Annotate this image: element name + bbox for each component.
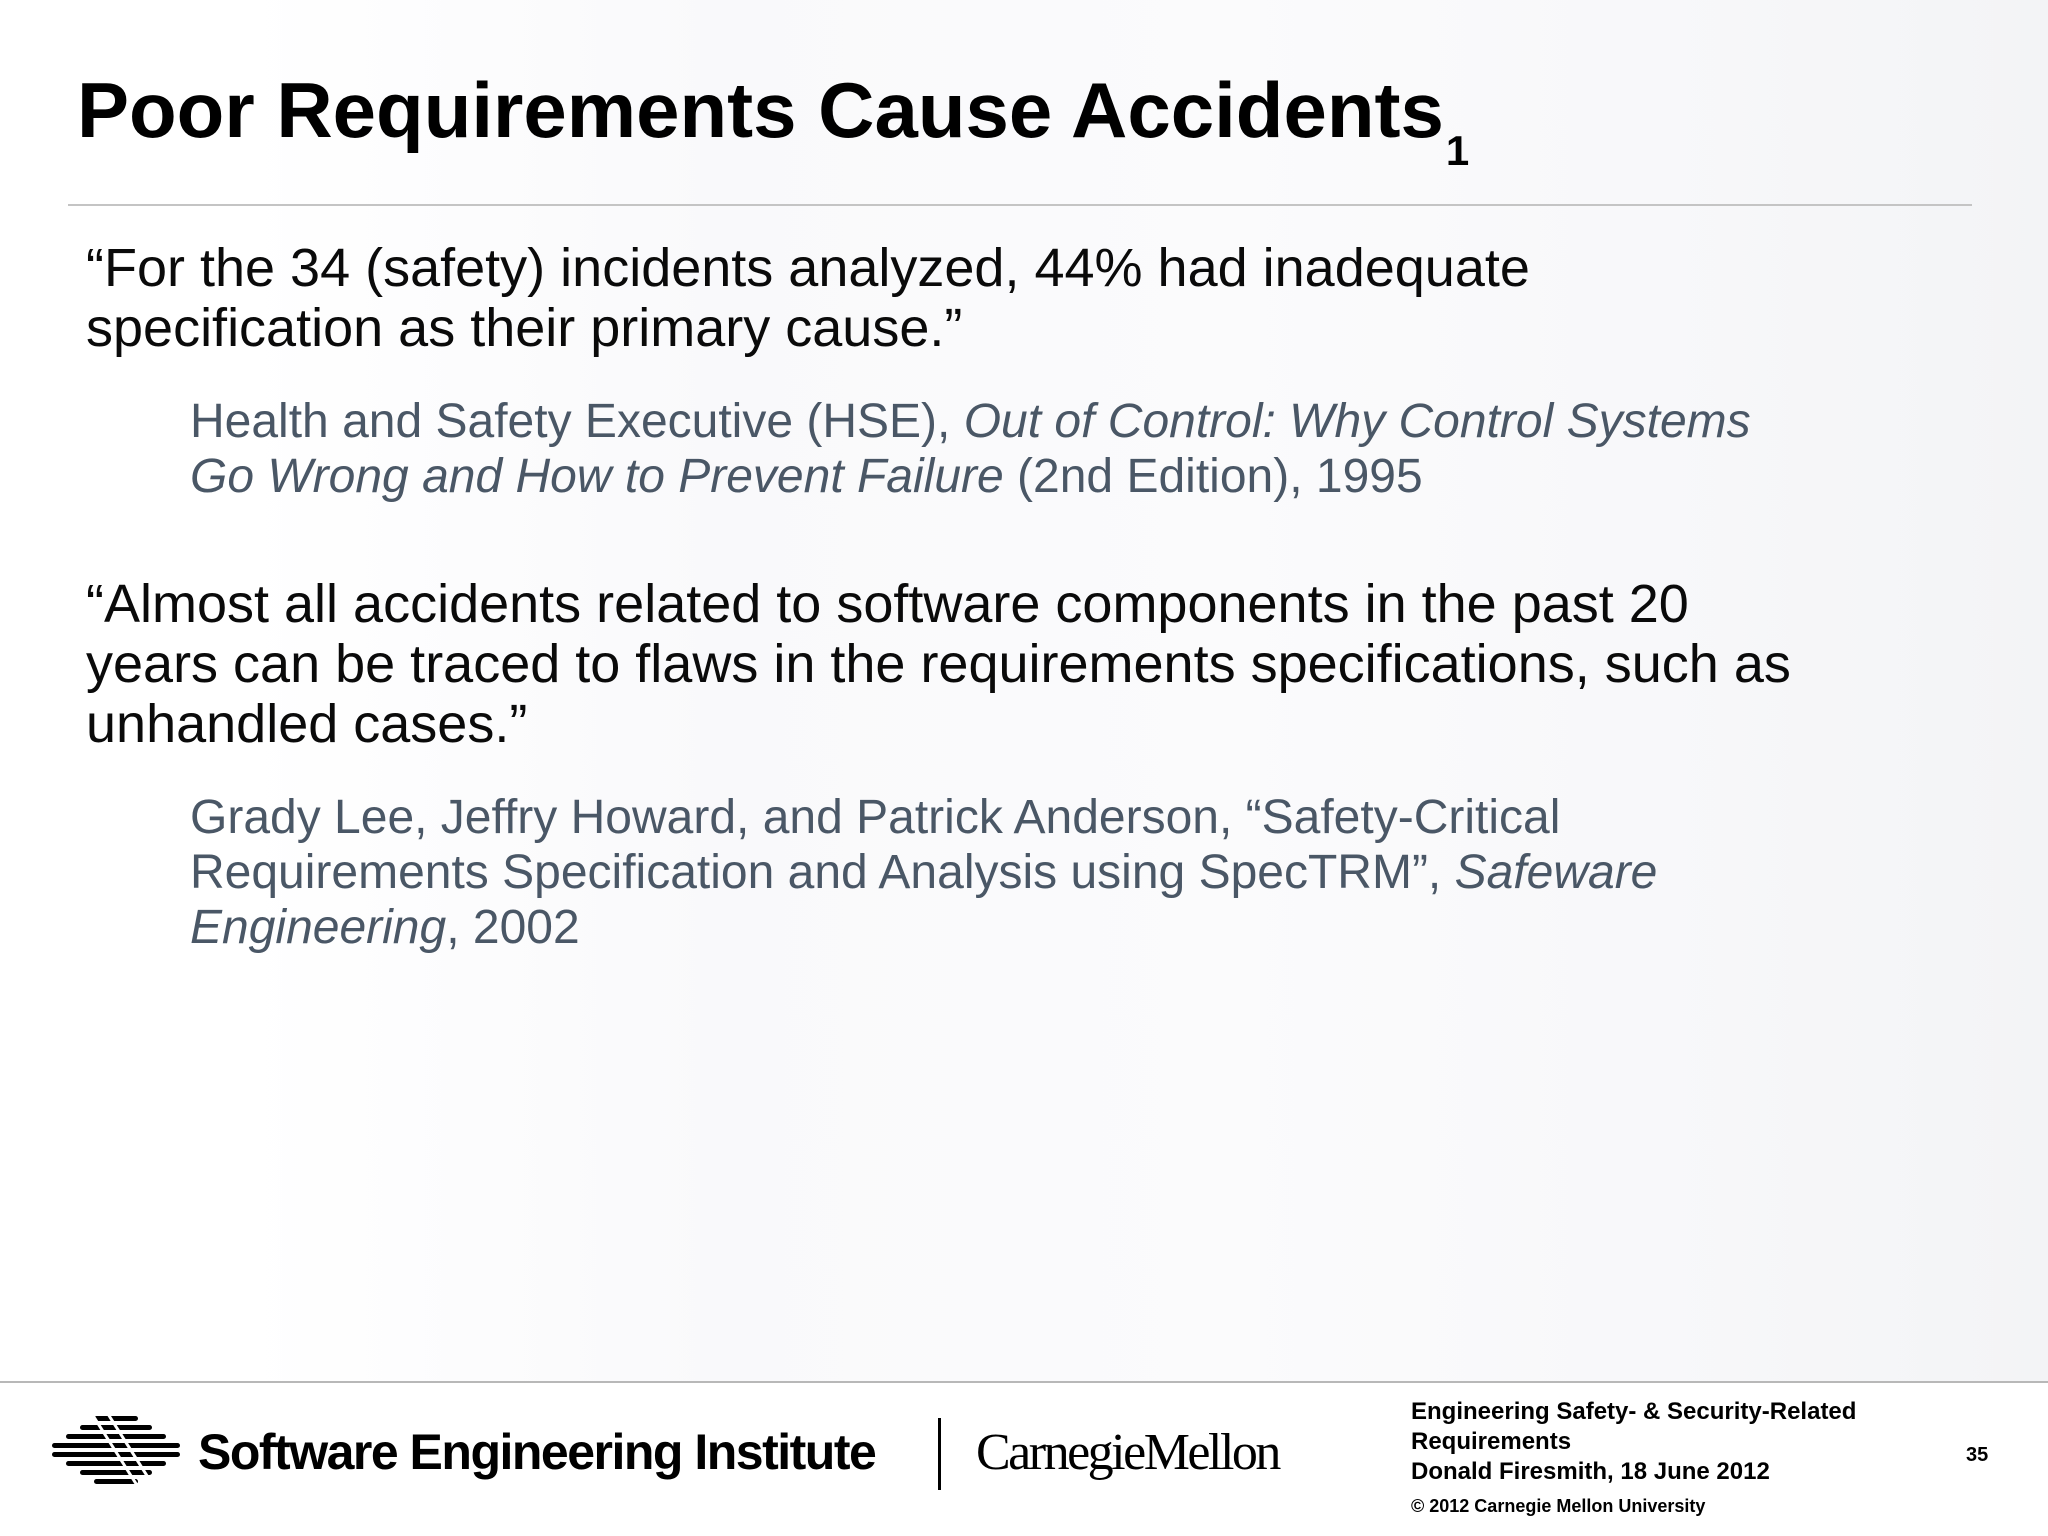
- quote-line: specification as their primary cause.”: [86, 298, 963, 358]
- citation-text: , 2002: [446, 901, 580, 954]
- quote-hse: [86, 238, 1530, 358]
- citation-text: Health and Safety Executive (HSE),: [190, 395, 964, 448]
- quote-line: “For the 34 (safety) incidents analyzed, 44% had inadequate: [86, 238, 1530, 298]
- footer-logo-divider: [938, 1418, 941, 1490]
- citation-line: [190, 845, 1657, 900]
- title-divider: [68, 204, 1972, 206]
- citation-title-italic: Safeware: [1454, 846, 1658, 899]
- presenter-date: Donald Firesmith, 18 June 2012: [1411, 1458, 1770, 1485]
- citation-text: Requirements Specification and Analysis using SpecTRM”,: [190, 846, 1455, 899]
- citation-text: Grady Lee, Jeffry Howard, and Patrick Anderson, “Safety-Critical: [190, 791, 1561, 844]
- citation-line: [190, 394, 1751, 449]
- quote-line: years can be traced to flaws in the requirements specifications, such as: [86, 634, 1791, 694]
- citation-line: [190, 790, 1657, 845]
- footer-divider-rule: [0, 1381, 2048, 1383]
- slide-title: [77, 66, 1470, 174]
- sei-striped-globe-icon: [52, 1414, 180, 1490]
- university-name: CarnegieMellon: [976, 1424, 1279, 1481]
- quote-line: unhandled cases.”: [86, 694, 528, 754]
- citation-line: [190, 900, 1657, 955]
- citation-text: (2nd Edition), 1995: [1003, 450, 1423, 503]
- citation-title-italic: Go Wrong and How to Prevent Failure: [190, 450, 1004, 503]
- course-title-line: Engineering Safety- & Security-Related: [1411, 1398, 1857, 1425]
- slide-title-text: Poor Requirements Cause Accidents: [77, 66, 1444, 154]
- citation-spectrm: [190, 790, 1657, 955]
- copyright-notice: © 2012 Carnegie Mellon University: [1411, 1496, 1706, 1516]
- institute-name: Software Engineering Institute: [198, 1424, 876, 1480]
- quote-line: “Almost all accidents related to software components in the past 20: [86, 574, 1689, 634]
- page-number: 35: [1966, 1444, 1989, 1466]
- citation-title-italic: Engineering: [190, 901, 447, 954]
- course-title-line: Requirements: [1411, 1428, 1572, 1455]
- slide-title-subscript: 1: [1445, 127, 1470, 174]
- citation-line: [190, 449, 1751, 504]
- citation-title-italic: Out of Control: Why Control Systems: [963, 395, 1751, 448]
- quote-software-accidents: [86, 574, 1791, 754]
- course-info: [1411, 1397, 1856, 1487]
- citation-hse: [190, 394, 1751, 504]
